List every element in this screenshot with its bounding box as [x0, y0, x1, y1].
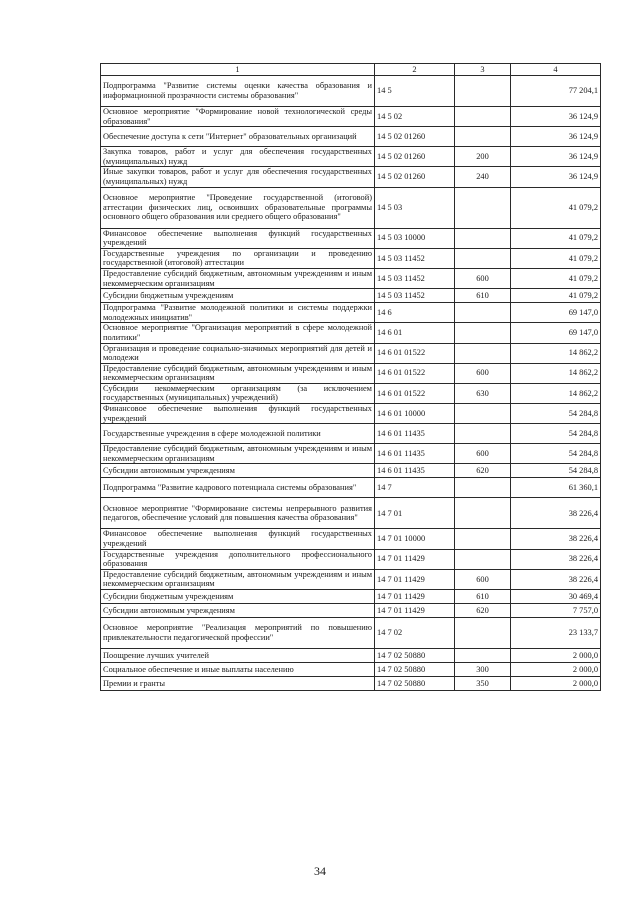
row-name-cell: Поощрение лучших учителей [101, 649, 375, 663]
row-code-cell: 14 7 02 50880 [375, 649, 455, 663]
row-type-cell [455, 127, 511, 147]
row-amount-cell: 36 124,9 [511, 167, 601, 187]
row-name-cell: Финансовое обеспечение выполнения функций государственных учреждений [101, 529, 375, 549]
row-amount-cell: 7 757,0 [511, 604, 601, 618]
table-row [101, 498, 601, 529]
row-code-cell: 14 5 [375, 76, 455, 107]
table-row [101, 663, 601, 677]
row-amount-cell: 41 079,2 [511, 248, 601, 268]
row-type-cell [455, 343, 511, 363]
row-amount-cell: 61 360,1 [511, 478, 601, 498]
row-code-cell: 14 7 02 [375, 618, 455, 649]
table-row [101, 268, 601, 288]
row-amount-cell: 30 469,4 [511, 590, 601, 604]
row-type-cell [455, 248, 511, 268]
row-code-cell: 14 6 01 [375, 323, 455, 343]
row-code-cell: 14 6 01 11435 [375, 464, 455, 478]
row-code-cell: 14 7 02 50880 [375, 663, 455, 677]
table-row [101, 343, 601, 363]
row-code-cell: 14 7 [375, 478, 455, 498]
row-name-cell: Иные закупки товаров, работ и услуг для обеспечения государственных (муниципальных) нужд [101, 167, 375, 187]
row-type-cell: 600 [455, 363, 511, 383]
table-row [101, 289, 601, 303]
header-col-2: 2 [375, 64, 455, 76]
budget-table [100, 63, 601, 691]
row-amount-cell: 38 226,4 [511, 498, 601, 529]
table-row [101, 424, 601, 444]
row-name-cell: Предоставление субсидий бюджетным, автономным учреждениям и иным некоммерческим организациям [101, 569, 375, 589]
row-type-cell [455, 529, 511, 549]
header-col-1: 1 [101, 64, 375, 76]
table-row [101, 363, 601, 383]
row-name-cell: Основное мероприятие "Формирование новой технологической среды образования" [101, 107, 375, 127]
row-name-cell: Субсидии бюджетным учреждениям [101, 289, 375, 303]
row-amount-cell: 54 284,8 [511, 404, 601, 424]
row-name-cell: Обеспечение доступа к сети "Интернет" образовательных организаций [101, 127, 375, 147]
row-amount-cell: 77 204,1 [511, 76, 601, 107]
row-amount-cell: 69 147,0 [511, 303, 601, 323]
row-amount-cell: 38 226,4 [511, 569, 601, 589]
table-row [101, 383, 601, 403]
row-code-cell: 14 6 [375, 303, 455, 323]
table-row [101, 604, 601, 618]
row-amount-cell: 41 079,2 [511, 268, 601, 288]
row-type-cell: 200 [455, 147, 511, 167]
table-row [101, 248, 601, 268]
table-row [101, 228, 601, 248]
row-name-cell: Социальное обеспечение и иные выплаты населению [101, 663, 375, 677]
row-code-cell: 14 5 02 01260 [375, 167, 455, 187]
row-name-cell: Подпрограмма "Развитие системы оценки качества образования и информационной прозрачности системы образования" [101, 76, 375, 107]
row-code-cell: 14 5 03 10000 [375, 228, 455, 248]
row-code-cell: 14 5 03 11452 [375, 248, 455, 268]
row-type-cell: 600 [455, 569, 511, 589]
row-name-cell: Финансовое обеспечение выполнения функций государственных учреждений [101, 228, 375, 248]
row-type-cell [455, 107, 511, 127]
row-name-cell: Субсидии автономным учреждениям [101, 464, 375, 478]
row-amount-cell: 54 284,8 [511, 444, 601, 464]
row-amount-cell: 2 000,0 [511, 677, 601, 691]
row-name-cell: Основное мероприятие "Реализация мероприятий по повышению привлекательности педагогической профессии" [101, 618, 375, 649]
table-body [101, 76, 601, 691]
table-row [101, 323, 601, 343]
row-amount-cell: 54 284,8 [511, 424, 601, 444]
row-type-cell [455, 303, 511, 323]
row-code-cell: 14 7 01 10000 [375, 529, 455, 549]
row-code-cell: 14 6 01 10000 [375, 404, 455, 424]
row-amount-cell: 14 862,2 [511, 343, 601, 363]
row-type-cell: 620 [455, 604, 511, 618]
table-row [101, 529, 601, 549]
row-name-cell: Основное мероприятие "Организация мероприятий в сфере молодежной политики" [101, 323, 375, 343]
row-name-cell: Субсидии автономным учреждениям [101, 604, 375, 618]
row-type-cell: 240 [455, 167, 511, 187]
row-code-cell: 14 5 02 [375, 107, 455, 127]
table-row [101, 76, 601, 107]
row-type-cell [455, 649, 511, 663]
row-name-cell: Организация и проведение социально-значимых мероприятий для детей и молодежи [101, 343, 375, 363]
row-type-cell [455, 187, 511, 228]
row-amount-cell: 14 862,2 [511, 363, 601, 383]
row-name-cell: Подпрограмма "Развитие кадрового потенциала системы образования" [101, 478, 375, 498]
row-amount-cell: 36 124,9 [511, 147, 601, 167]
row-type-cell [455, 228, 511, 248]
row-type-cell: 600 [455, 268, 511, 288]
row-code-cell: 14 5 03 [375, 187, 455, 228]
row-amount-cell: 2 000,0 [511, 649, 601, 663]
table-row [101, 147, 601, 167]
row-name-cell: Основное мероприятие "Формирование системы непрерывного развития педагогов, обеспечение условий для повышения качества образования" [101, 498, 375, 529]
table-row [101, 167, 601, 187]
table-row [101, 677, 601, 691]
row-type-cell: 300 [455, 663, 511, 677]
row-name-cell: Закупка товаров, работ и услуг для обеспечения государственных (муниципальных) нужд [101, 147, 375, 167]
table-row [101, 187, 601, 228]
row-amount-cell: 2 000,0 [511, 663, 601, 677]
row-name-cell: Государственные учреждения по организации и проведению государственной (итоговой) аттестации [101, 248, 375, 268]
row-code-cell: 14 7 02 50880 [375, 677, 455, 691]
row-code-cell: 14 7 01 11429 [375, 549, 455, 569]
row-amount-cell: 38 226,4 [511, 529, 601, 549]
row-name-cell: Основное мероприятие "Проведение государственной (итоговой) аттестации физических лиц, освоивших образовательные программы основного общего образования или среднего общего образования" [101, 187, 375, 228]
row-type-cell [455, 618, 511, 649]
row-code-cell: 14 6 01 01522 [375, 343, 455, 363]
row-name-cell: Государственные учреждения в сфере молодежной политики [101, 424, 375, 444]
table-row [101, 618, 601, 649]
row-code-cell: 14 6 01 11435 [375, 444, 455, 464]
row-type-cell: 350 [455, 677, 511, 691]
row-code-cell: 14 6 01 01522 [375, 363, 455, 383]
row-code-cell: 14 7 01 11429 [375, 604, 455, 618]
table-row [101, 478, 601, 498]
row-amount-cell: 41 079,2 [511, 228, 601, 248]
row-type-cell [455, 478, 511, 498]
row-type-cell: 610 [455, 590, 511, 604]
table-row [101, 303, 601, 323]
row-type-cell: 600 [455, 444, 511, 464]
row-code-cell: 14 5 03 11452 [375, 289, 455, 303]
row-type-cell [455, 549, 511, 569]
row-amount-cell: 54 284,8 [511, 464, 601, 478]
row-amount-cell: 69 147,0 [511, 323, 601, 343]
row-name-cell: Субсидии бюджетным учреждениям [101, 590, 375, 604]
row-name-cell: Предоставление субсидий бюджетным, автономным учреждениям и иным некоммерческим организациям [101, 444, 375, 464]
table-row [101, 590, 601, 604]
row-type-cell [455, 498, 511, 529]
row-amount-cell: 36 124,9 [511, 127, 601, 147]
table-row [101, 404, 601, 424]
row-name-cell: Подпрограмма "Развитие молодежной политики и системы поддержки молодежных инициатив" [101, 303, 375, 323]
row-type-cell: 620 [455, 464, 511, 478]
row-amount-cell: 23 133,7 [511, 618, 601, 649]
row-code-cell: 14 7 01 11429 [375, 569, 455, 589]
table-row [101, 549, 601, 569]
row-type-cell: 630 [455, 383, 511, 403]
row-type-cell [455, 404, 511, 424]
row-name-cell: Премии и гранты [101, 677, 375, 691]
row-amount-cell: 41 079,2 [511, 289, 601, 303]
row-type-cell [455, 323, 511, 343]
row-name-cell: Субсидии некоммерческим организациям (за исключением государственных (муниципальных) учреждений) [101, 383, 375, 403]
table-row [101, 464, 601, 478]
table-row [101, 444, 601, 464]
row-type-cell [455, 76, 511, 107]
table-row [101, 569, 601, 589]
row-name-cell: Предоставление субсидий бюджетным, автономным учреждениям и иным некоммерческим организациям [101, 363, 375, 383]
header-row [101, 64, 601, 76]
row-amount-cell: 36 124,9 [511, 107, 601, 127]
header-col-4: 4 [511, 64, 601, 76]
row-name-cell: Финансовое обеспечение выполнения функций государственных учреждений [101, 404, 375, 424]
table-row [101, 107, 601, 127]
table-row [101, 649, 601, 663]
page-number: 34 [314, 864, 326, 878]
row-type-cell [455, 424, 511, 444]
row-amount-cell: 41 079,2 [511, 187, 601, 228]
row-type-cell: 610 [455, 289, 511, 303]
row-code-cell: 14 7 01 [375, 498, 455, 529]
row-code-cell: 14 5 02 01260 [375, 127, 455, 147]
header-col-3: 3 [455, 64, 511, 76]
row-code-cell: 14 7 01 11429 [375, 590, 455, 604]
table-row [101, 127, 601, 147]
row-code-cell: 14 5 03 11452 [375, 268, 455, 288]
row-name-cell: Предоставление субсидий бюджетным, автономным учреждениям и иным некоммерческим организациям [101, 268, 375, 288]
budget-table-container [100, 63, 600, 691]
row-code-cell: 14 6 01 01522 [375, 383, 455, 403]
row-amount-cell: 38 226,4 [511, 549, 601, 569]
row-code-cell: 14 6 01 11435 [375, 424, 455, 444]
row-name-cell: Государственные учреждения дополнительного профессионального образования [101, 549, 375, 569]
row-code-cell: 14 5 02 01260 [375, 147, 455, 167]
row-amount-cell: 14 862,2 [511, 383, 601, 403]
